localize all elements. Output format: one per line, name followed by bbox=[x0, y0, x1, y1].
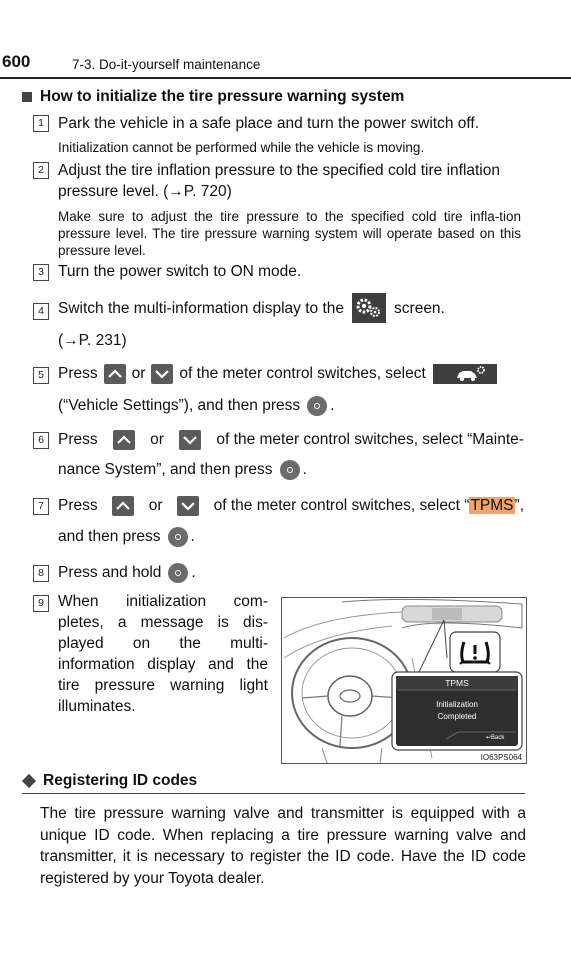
step-text bbox=[58, 293, 445, 323]
step-note: Initialization cannot be performed while the vehicle is moving. bbox=[58, 140, 425, 155]
procedure-heading-text: How to initialize the tire pressure warning system bbox=[40, 88, 405, 105]
step-text-mid-group bbox=[214, 495, 524, 516]
step-text: Park the vehicle in a safe place and turn the power switch off. bbox=[58, 115, 480, 132]
step-line: information display and the bbox=[58, 656, 268, 673]
period: . bbox=[302, 461, 307, 478]
settings-screen-icon bbox=[352, 293, 386, 323]
subsection-heading-text: Registering ID codes bbox=[43, 772, 198, 789]
step-number: 4 bbox=[33, 303, 49, 320]
subsection-paragraph: The tire pressure warning valve and transmitter is equipped with a unique ID code. When replacing a tire pressure warning valve and transmitter, it is necessary to register the ID code. Have the ID code registered by your Toyota dealer. bbox=[40, 805, 526, 887]
ok-button-icon bbox=[307, 396, 327, 416]
step-number: 5 bbox=[33, 367, 49, 384]
display-message-line1: Initialization bbox=[436, 700, 478, 709]
or-label: or bbox=[148, 497, 163, 514]
dashboard-illustration bbox=[281, 597, 527, 764]
step-text-cont bbox=[58, 395, 334, 416]
press-label: Press bbox=[58, 497, 98, 514]
down-arrow-switch-icon bbox=[177, 496, 199, 516]
step-text-cont: (→P. 231) bbox=[58, 332, 127, 349]
or-label: or bbox=[131, 365, 146, 382]
step-line: pletes, a message is dis- bbox=[58, 614, 268, 631]
subsection-heading bbox=[22, 772, 197, 790]
period: . bbox=[191, 564, 196, 581]
step-text-after: screen. bbox=[394, 299, 445, 317]
ok-button-icon bbox=[168, 563, 188, 583]
up-arrow-switch-icon bbox=[112, 496, 134, 516]
step-number: 3 bbox=[33, 264, 49, 281]
step-line: When initialization com- bbox=[58, 593, 268, 610]
step-text-cont-a: nance System”, and then press bbox=[58, 461, 273, 478]
step-text-cont-a: (“Vehicle Settings”), and then press bbox=[58, 397, 301, 414]
step-number: 2 bbox=[33, 162, 49, 179]
step-text bbox=[58, 562, 196, 583]
down-arrow-switch-icon bbox=[179, 430, 201, 450]
step-text bbox=[58, 363, 497, 384]
square-bullet-icon bbox=[22, 92, 32, 102]
ok-button-icon bbox=[280, 460, 300, 480]
up-arrow-switch-icon bbox=[104, 364, 126, 384]
step-text-cont bbox=[58, 459, 307, 480]
step-text bbox=[58, 429, 524, 450]
step-text-cont: pressure level. (→P. 720) bbox=[58, 183, 232, 200]
display-back-label: Back bbox=[491, 735, 505, 741]
step-number: 9 bbox=[33, 595, 49, 612]
period: . bbox=[330, 397, 335, 414]
diamond-bullet-icon bbox=[22, 774, 36, 788]
procedure-heading bbox=[22, 88, 404, 106]
step-number: 7 bbox=[33, 498, 49, 515]
step-text bbox=[58, 495, 524, 516]
period: . bbox=[190, 528, 195, 545]
step-text: Adjust the tire inflation pressure to the specified cold tire inflation bbox=[58, 162, 500, 179]
step-number: 8 bbox=[33, 565, 49, 582]
step-text: Turn the power switch to ON mode. bbox=[58, 263, 302, 280]
step-text-main: Press and hold bbox=[58, 564, 162, 581]
step-text-mid: of the meter control switches, select bbox=[179, 365, 426, 382]
step-text-cont-a: and then press bbox=[58, 528, 161, 545]
step-text-cont bbox=[58, 526, 195, 547]
step-line: illuminates. bbox=[58, 698, 136, 715]
display-back: ↩Back bbox=[486, 735, 505, 741]
press-label: Press bbox=[58, 431, 98, 448]
step-number: 1 bbox=[33, 115, 49, 132]
or-label: or bbox=[150, 431, 164, 448]
vehicle-settings-icon bbox=[433, 364, 497, 384]
step-note: Make sure to adjust the tire pressure to the specified cold tire infla-tion pressure level. The tire pressure warning system will operate based on this pressure level. bbox=[58, 209, 521, 258]
header-rule bbox=[0, 77, 571, 79]
figure-caption: IO63PS064 bbox=[480, 753, 522, 762]
press-label: Press bbox=[58, 365, 98, 382]
step-text-mid-end: ”, bbox=[514, 497, 524, 514]
page-number: 600 bbox=[2, 52, 31, 71]
display-title: TPMS bbox=[445, 678, 469, 688]
step-line: tire pressure warning light bbox=[58, 677, 268, 694]
display-message-line2: Completed bbox=[437, 712, 477, 721]
step-number: 6 bbox=[33, 432, 49, 449]
up-arrow-switch-icon bbox=[113, 430, 135, 450]
step-text-mid: of the meter control switches, select “Mainte- bbox=[216, 431, 524, 448]
step-line: played on the multi- bbox=[58, 635, 268, 652]
step-text-mid: of the meter control switches, select “ bbox=[213, 497, 470, 514]
ok-button-icon bbox=[168, 527, 188, 547]
step-9-text bbox=[58, 591, 268, 717]
subsection-rule bbox=[22, 793, 525, 794]
down-arrow-switch-icon bbox=[151, 364, 173, 384]
tpms-highlight: TPMS bbox=[470, 497, 514, 514]
step-text-before: Switch the multi-information display to the bbox=[58, 299, 345, 317]
section-title: 7-3. Do-it-yourself maintenance bbox=[72, 57, 261, 72]
